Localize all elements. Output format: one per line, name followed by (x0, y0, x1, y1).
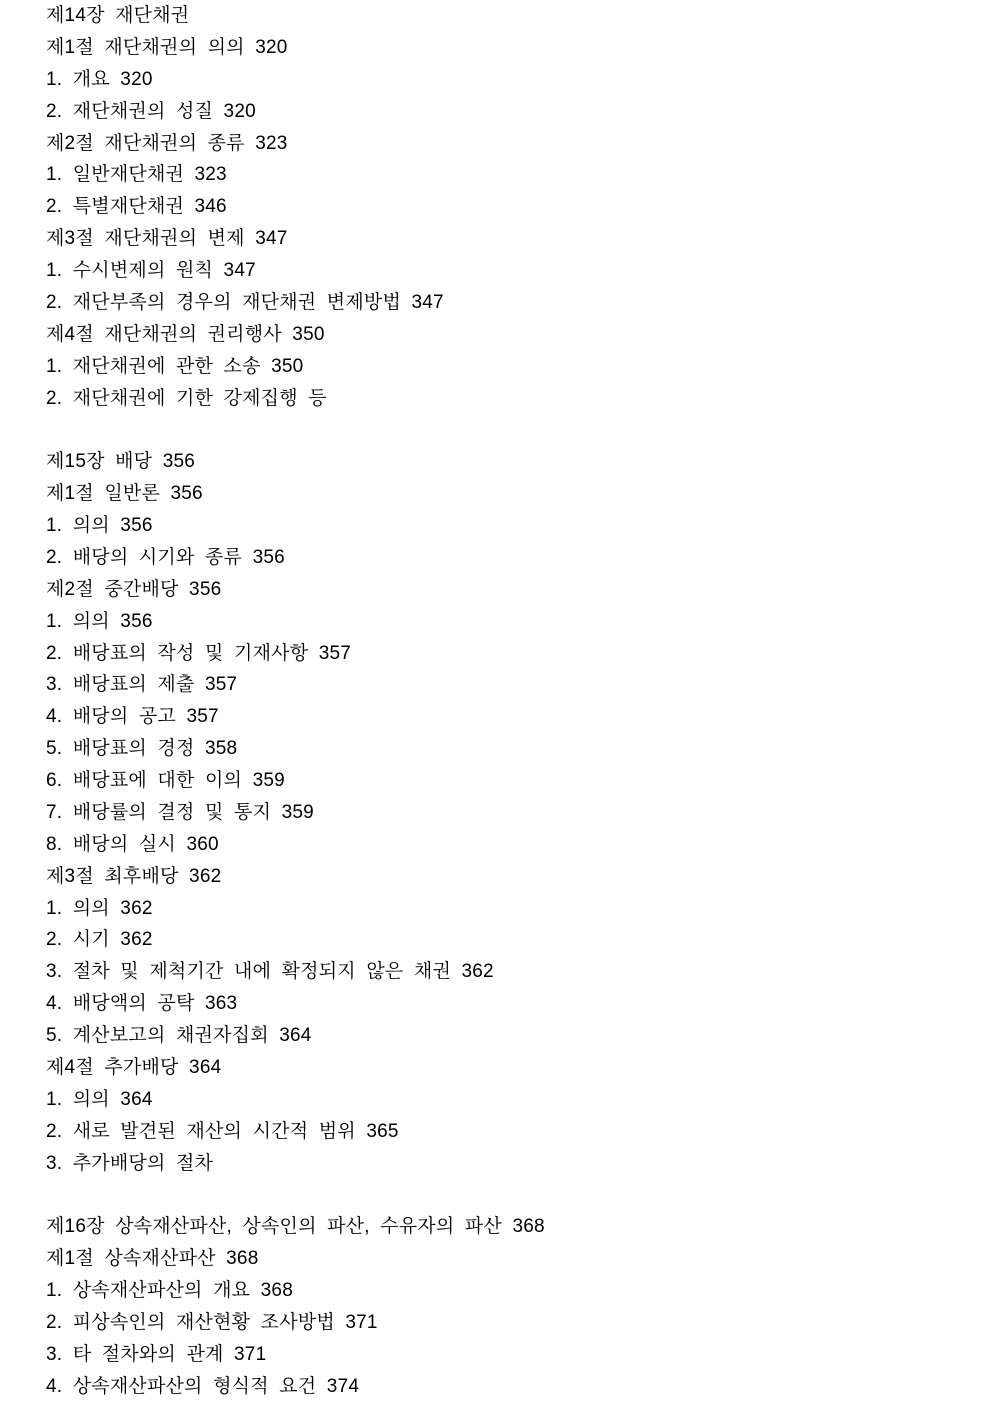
toc-line: 제4절 추가배당 364 (46, 1056, 222, 1078)
toc-line: 4. 배당의 공고 357 (46, 706, 219, 728)
toc-line: 5. 배당표의 경정 358 (46, 738, 238, 760)
toc-line: 1. 의의 364 (46, 1088, 153, 1110)
toc-line: 3. 추가배당의 절차 (46, 1152, 214, 1174)
toc-line: 제2절 중간배당 356 (46, 578, 222, 600)
toc-line: 3. 배당표의 제출 357 (46, 674, 238, 696)
toc-line: 8. 배당의 실시 360 (46, 833, 219, 855)
toc-line: 2. 특별재단채권 346 (46, 196, 227, 218)
toc-line: 제14장 재단채권 (46, 5, 190, 26)
toc-line: 제1절 일반론 356 (46, 483, 203, 505)
toc-line: 1. 상속재산파산의 개요 368 (46, 1280, 293, 1301)
toc-line: 3. 타 절차와의 관계 371 (46, 1343, 267, 1365)
toc-line: 4. 배당액의 공탁 363 (46, 993, 238, 1015)
toc-line: 5. 계산보고의 채권자집회 364 (46, 1025, 312, 1046)
toc-line: 제1절 상속재산파산 368 (46, 1248, 259, 1270)
toc-line: 2. 새로 발견된 재산의 시간적 범위 365 (46, 1120, 399, 1142)
toc-line: 2. 재단채권의 성질 320 (46, 100, 256, 122)
toc-line: 1. 의의 362 (46, 897, 153, 919)
toc-line: 제3절 최후배당 362 (46, 865, 222, 887)
toc-line: 6. 배당표에 대한 이의 359 (46, 770, 285, 791)
toc-line: 1. 의의 356 (46, 610, 153, 632)
toc-group-spacer (46, 414, 992, 446)
toc-line: 1. 재단채권에 관한 소송 350 (46, 355, 304, 377)
toc-line: 제15장 배당 356 (46, 451, 196, 473)
toc-line: 4. 상속재산파산의 형식적 요건 374 (46, 1375, 360, 1397)
toc-line: 제2절 재단채권의 종류 323 (46, 132, 288, 154)
toc-line: 1. 의의 356 (46, 515, 153, 536)
toc-line: 3. 절차 및 제척기간 내에 확정되지 않은 채권 362 (46, 961, 494, 983)
toc-line: 2. 배당의 시기와 종류 356 (46, 546, 285, 568)
toc-group-spacer (46, 1179, 992, 1211)
toc-line: 제3절 재단채권의 변제 347 (46, 228, 288, 250)
toc-line: 2. 재단부족의 경우의 재단채권 변제방법 347 (46, 291, 444, 313)
toc-line: 7. 배당률의 결정 및 통지 359 (46, 801, 314, 823)
toc-line: 1. 수시변제의 원칙 347 (46, 260, 256, 281)
toc-line: 2. 배당표의 작성 및 기재사항 357 (46, 642, 352, 664)
toc-line: 2. 재단채권에 기한 강제집행 등 (46, 387, 327, 409)
toc-line: 1. 개요 320 (46, 68, 153, 90)
toc-line: 2. 시기 362 (46, 929, 153, 951)
toc-line: 제16장 상속재산파산, 상속인의 파산, 수유자의 파산 368 (46, 1216, 545, 1238)
toc-line: 1. 일반재단채권 323 (46, 164, 227, 186)
toc-line: 제4절 재단채권의 권리행사 350 (46, 323, 325, 345)
toc-line: 2. 피상속인의 재산현황 조사방법 371 (46, 1311, 378, 1333)
toc-line: 제1절 재단채권의 의의 320 (46, 36, 288, 58)
